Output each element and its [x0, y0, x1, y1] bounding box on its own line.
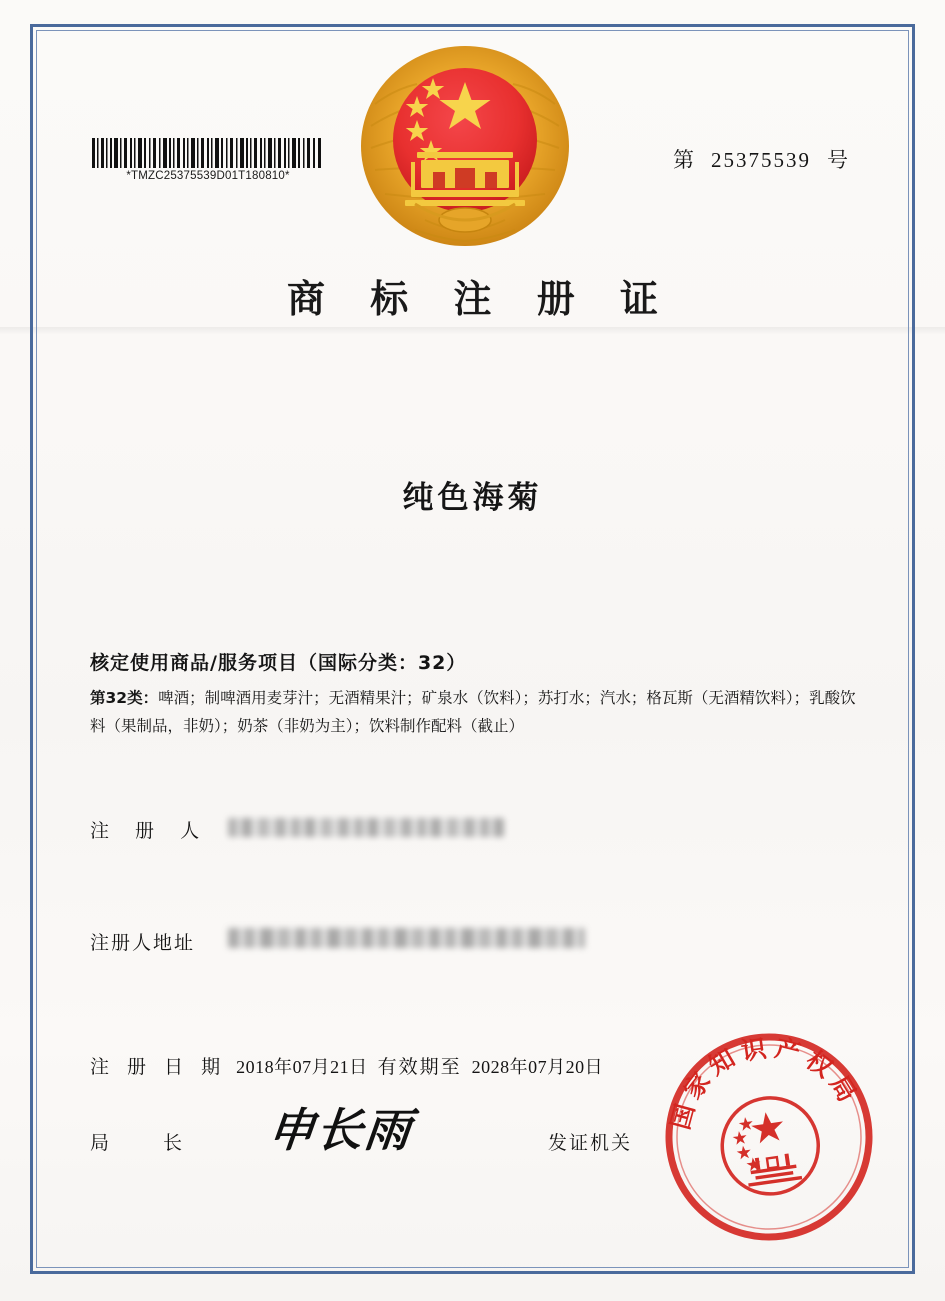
director-label: 局 长 [90, 1132, 207, 1154]
address-value-redacted [228, 928, 585, 948]
serial-suffix: 号 [827, 148, 849, 172]
serial-number-row [673, 144, 849, 174]
serial-prefix: 第 [673, 148, 695, 172]
barcode-text: *TMZC25375539D01T180810* [126, 170, 290, 182]
goods-body [90, 684, 860, 740]
registration-date-value: 2018年07月21日 [236, 1057, 368, 1077]
svg-text:国家知识产权局 [660, 1028, 867, 1136]
registrant-value-redacted [228, 818, 504, 837]
barcode-icon [92, 138, 324, 168]
director-signature: 申长雨 [265, 1103, 416, 1157]
registration-date-label: 注 册 日 期 [90, 1056, 227, 1078]
valid-until-label: 有效期至 [377, 1056, 462, 1078]
address-label: 注册人地址 [90, 932, 196, 954]
issuing-authority-label: 发证机关 [548, 1132, 633, 1154]
national-emblem-icon [355, 44, 575, 254]
seal-arc-text: 国家知识产权局 [665, 1032, 866, 1133]
trademark-name: 纯色海菊 [402, 480, 543, 516]
dates-row [90, 1052, 613, 1079]
goods-items: 啤酒；制啤酒用麦芽汁；无酒精果汁；矿泉水（饮料）；苏打水；汽水；格瓦斯（无酒精饮料）；乳酸饮料（果制品，非奶）；奶茶（非奶为主）；饮料制作配料（截止） [90, 689, 856, 735]
serial-number: 25375539 [711, 148, 811, 172]
valid-until-value: 2028年07月20日 [471, 1057, 604, 1077]
barcode-block [92, 138, 324, 182]
registrant-label: 注 册 人 [90, 820, 210, 842]
goods-class-label: 第32类： [90, 689, 159, 707]
goods-heading: 核定使用商品/服务项目（国际分类：32） [90, 652, 467, 674]
official-seal-icon [660, 1028, 878, 1246]
page-title: 商 标 注 册 证 [287, 276, 674, 321]
